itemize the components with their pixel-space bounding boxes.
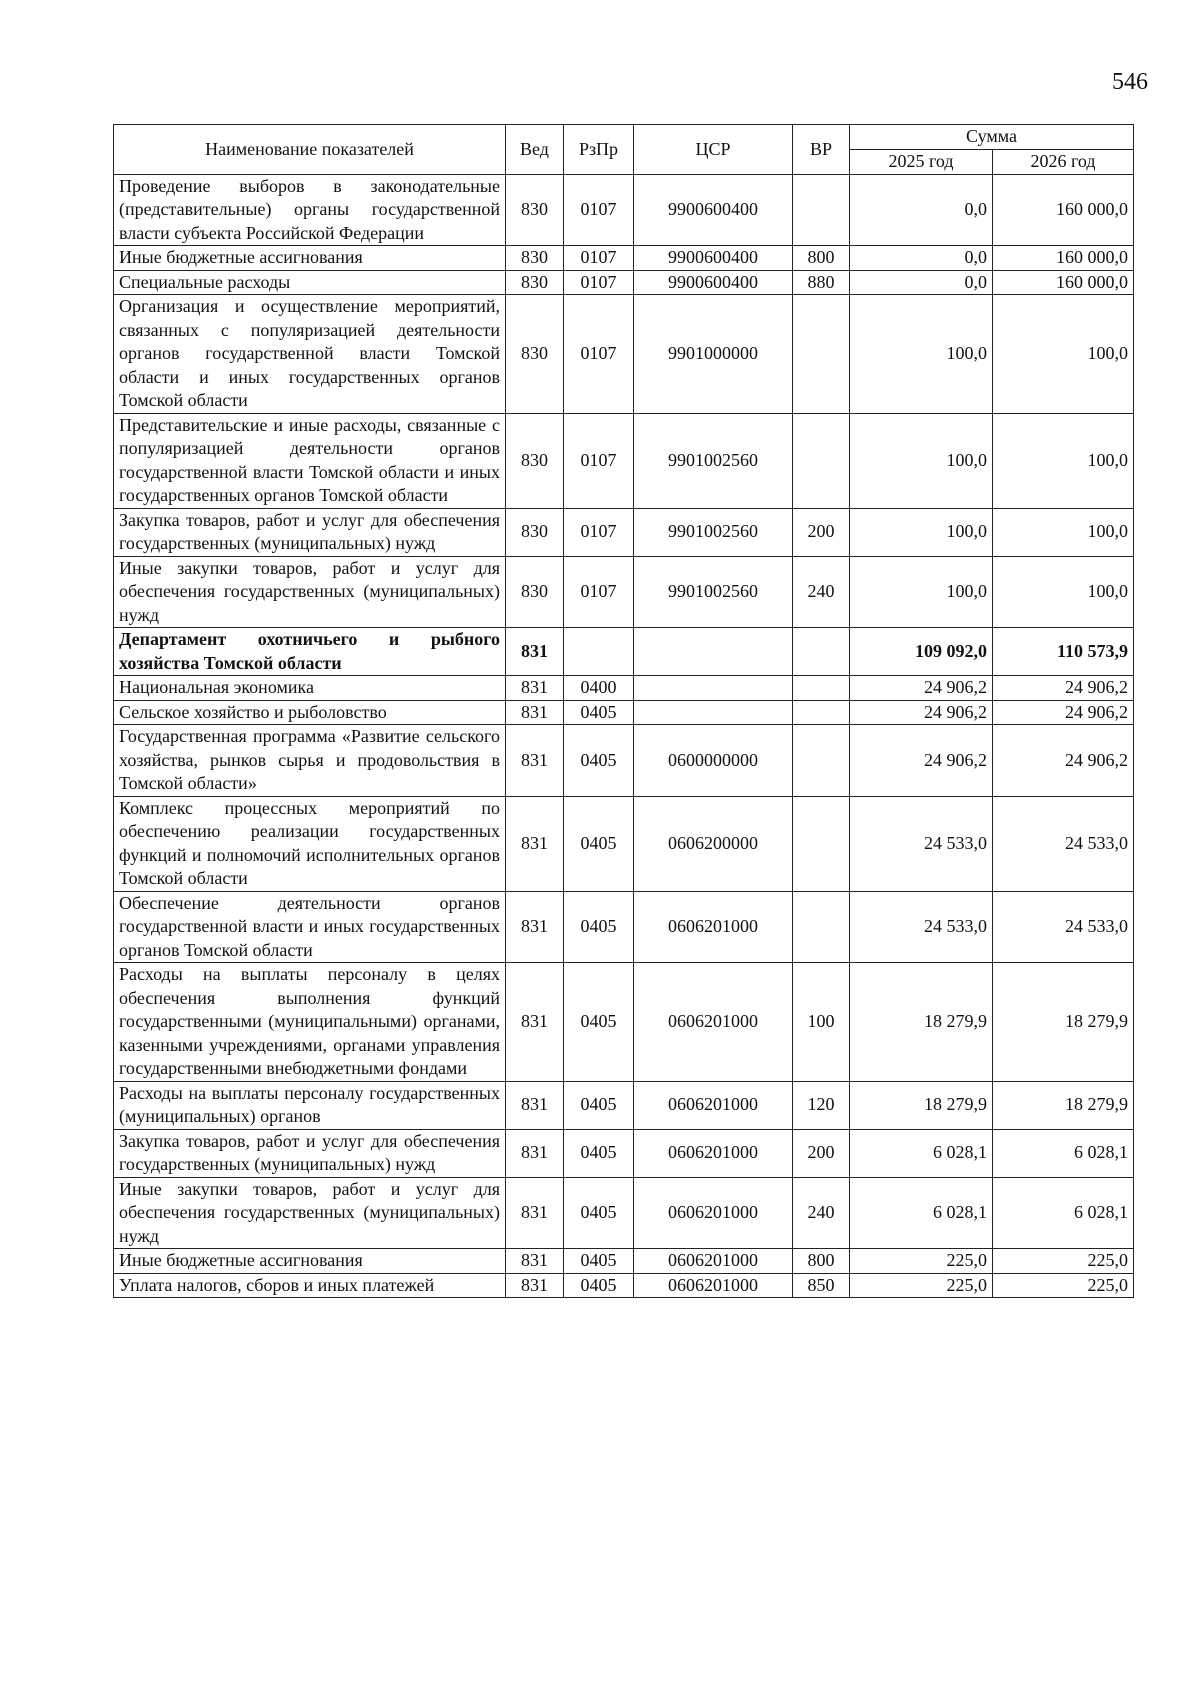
cell-ved: 830	[506, 413, 564, 508]
cell-name: Комплекс процессных мероприятий по обеспечению реализации государственных функций и полномочий исполнительных органов Томской области	[114, 796, 506, 891]
cell-2026: 100,0	[993, 508, 1134, 556]
cell-rzpr: 0107	[564, 246, 634, 271]
cell-name: Иные бюджетные ассигнования	[114, 1249, 506, 1274]
cell-2025: 100,0	[850, 413, 993, 508]
cell-rzpr: 0405	[564, 700, 634, 725]
cell-name: Организация и осуществление мероприятий, связанных с популяризацией деятельности органов государственной власти Томской области и иных государственных органов Томской области	[114, 295, 506, 414]
cell-csr: 9901000000	[634, 295, 793, 414]
cell-vr: 800	[793, 246, 850, 271]
cell-rzpr: 0405	[564, 796, 634, 891]
cell-2026: 160 000,0	[993, 174, 1134, 246]
cell-2025: 100,0	[850, 556, 993, 628]
cell-vr	[793, 796, 850, 891]
cell-2026: 225,0	[993, 1249, 1134, 1274]
cell-csr: 0606200000	[634, 796, 793, 891]
cell-2026: 100,0	[993, 556, 1134, 628]
cell-2025: 6 028,1	[850, 1177, 993, 1249]
cell-name: Иные закупки товаров, работ и услуг для обеспечения государственных (муниципальных) нужд	[114, 556, 506, 628]
cell-2026: 18 279,9	[993, 1081, 1134, 1129]
table-row	[114, 796, 1134, 891]
cell-name: Специальные расходы	[114, 270, 506, 295]
table-row	[114, 1273, 1134, 1298]
cell-rzpr: 0405	[564, 1249, 634, 1274]
cell-ved: 831	[506, 676, 564, 701]
cell-2026: 160 000,0	[993, 246, 1134, 271]
cell-csr: 9901002560	[634, 413, 793, 508]
cell-csr: 9900600400	[634, 270, 793, 295]
cell-ved: 831	[506, 1081, 564, 1129]
cell-name: Уплата налогов, сборов и иных платежей	[114, 1273, 506, 1298]
cell-ved: 830	[506, 508, 564, 556]
cell-vr: 120	[793, 1081, 850, 1129]
cell-name: Национальная экономика	[114, 676, 506, 701]
cell-ved: 830	[506, 246, 564, 271]
cell-2025: 100,0	[850, 508, 993, 556]
cell-name: Расходы на выплаты персоналу в целях обеспечения выполнения функций государственными (муниципальными) органами, казенными учреждениями, органами управления государственными внебюджетными фондами	[114, 963, 506, 1082]
cell-csr: 0606201000	[634, 1177, 793, 1249]
cell-vr	[793, 725, 850, 797]
table-row	[114, 556, 1134, 628]
cell-vr	[793, 628, 850, 676]
cell-ved: 830	[506, 556, 564, 628]
header-csr: ЦСР	[634, 125, 793, 175]
table-row	[114, 295, 1134, 414]
cell-2026: 6 028,1	[993, 1129, 1134, 1177]
cell-2025: 0,0	[850, 174, 993, 246]
cell-ved: 831	[506, 1129, 564, 1177]
cell-2026: 24 533,0	[993, 891, 1134, 963]
table-row	[114, 1177, 1134, 1249]
table-row	[114, 413, 1134, 508]
cell-2026: 24 906,2	[993, 700, 1134, 725]
cell-2025: 24 533,0	[850, 891, 993, 963]
cell-ved: 831	[506, 963, 564, 1082]
cell-ved: 831	[506, 796, 564, 891]
cell-csr: 0606201000	[634, 1081, 793, 1129]
table-row	[114, 508, 1134, 556]
header-sum: Сумма	[850, 125, 1134, 150]
cell-vr: 880	[793, 270, 850, 295]
cell-rzpr: 0107	[564, 508, 634, 556]
cell-vr	[793, 676, 850, 701]
cell-2025: 225,0	[850, 1273, 993, 1298]
cell-vr: 200	[793, 508, 850, 556]
cell-2026: 24 906,2	[993, 676, 1134, 701]
header-ved: Вед	[506, 125, 564, 175]
cell-2025: 6 028,1	[850, 1129, 993, 1177]
cell-csr: 0606201000	[634, 963, 793, 1082]
cell-2026: 100,0	[993, 295, 1134, 414]
table-header	[114, 125, 1134, 175]
cell-2026: 110 573,9	[993, 628, 1134, 676]
table-row	[114, 891, 1134, 963]
cell-2026: 225,0	[993, 1273, 1134, 1298]
table-row	[114, 270, 1134, 295]
page-number: 546	[1112, 69, 1148, 95]
cell-2025: 24 906,2	[850, 676, 993, 701]
header-year-2026: 2026 год	[993, 150, 1134, 175]
cell-ved: 831	[506, 628, 564, 676]
cell-name: Иные закупки товаров, работ и услуг для обеспечения государственных (муниципальных) нужд	[114, 1177, 506, 1249]
cell-2025: 109 092,0	[850, 628, 993, 676]
header-vr: ВР	[793, 125, 850, 175]
cell-csr: 9900600400	[634, 174, 793, 246]
cell-csr: 0606201000	[634, 891, 793, 963]
budget-table	[113, 124, 1134, 1298]
cell-vr	[793, 174, 850, 246]
cell-rzpr: 0405	[564, 1273, 634, 1298]
cell-2025: 225,0	[850, 1249, 993, 1274]
cell-2026: 6 028,1	[993, 1177, 1134, 1249]
cell-name: Государственная программа «Развитие сельского хозяйства, рынков сырья и продовольствия в Томской области»	[114, 725, 506, 797]
cell-csr: 9901002560	[634, 508, 793, 556]
cell-rzpr: 0107	[564, 270, 634, 295]
cell-2025: 24 906,2	[850, 725, 993, 797]
cell-2025: 24 906,2	[850, 700, 993, 725]
cell-vr: 100	[793, 963, 850, 1082]
cell-ved: 831	[506, 700, 564, 725]
cell-vr	[793, 413, 850, 508]
cell-rzpr: 0405	[564, 963, 634, 1082]
cell-csr: 0600000000	[634, 725, 793, 797]
cell-name: Представительские и иные расходы, связанные с популяризацией деятельности органов государственной власти Томской области и иных государственных органов Томской области	[114, 413, 506, 508]
cell-rzpr: 0107	[564, 413, 634, 508]
header-name: Наименование показателей	[114, 125, 506, 175]
cell-csr	[634, 676, 793, 701]
cell-vr: 240	[793, 556, 850, 628]
cell-rzpr: 0107	[564, 556, 634, 628]
cell-ved: 831	[506, 1273, 564, 1298]
cell-name: Расходы на выплаты персоналу государственных (муниципальных) органов	[114, 1081, 506, 1129]
cell-rzpr: 0405	[564, 891, 634, 963]
cell-name: Иные бюджетные ассигнования	[114, 246, 506, 271]
cell-csr: 9901002560	[634, 556, 793, 628]
cell-rzpr	[564, 628, 634, 676]
cell-vr	[793, 891, 850, 963]
cell-rzpr: 0405	[564, 1177, 634, 1249]
header-rzpr: РзПр	[564, 125, 634, 175]
table-row	[114, 1249, 1134, 1274]
cell-rzpr: 0107	[564, 295, 634, 414]
cell-rzpr: 0400	[564, 676, 634, 701]
cell-rzpr: 0405	[564, 1129, 634, 1177]
cell-2025: 100,0	[850, 295, 993, 414]
table-row	[114, 725, 1134, 797]
cell-vr: 200	[793, 1129, 850, 1177]
table-body	[114, 174, 1134, 1298]
table-row	[114, 1129, 1134, 1177]
cell-name: Обеспечение деятельности органов государственной власти и иных государственных органов Томской области	[114, 891, 506, 963]
cell-ved: 830	[506, 174, 564, 246]
cell-2026: 160 000,0	[993, 270, 1134, 295]
cell-2026: 24 533,0	[993, 796, 1134, 891]
table-row	[114, 963, 1134, 1082]
cell-2026: 100,0	[993, 413, 1134, 508]
cell-2026: 18 279,9	[993, 963, 1134, 1082]
cell-2025: 18 279,9	[850, 963, 993, 1082]
cell-name: Закупка товаров, работ и услуг для обеспечения государственных (муниципальных) нужд	[114, 1129, 506, 1177]
cell-csr: 0606201000	[634, 1249, 793, 1274]
cell-ved: 830	[506, 270, 564, 295]
cell-name: Сельское хозяйство и рыболовство	[114, 700, 506, 725]
table-row	[114, 676, 1134, 701]
cell-ved: 831	[506, 891, 564, 963]
cell-vr: 800	[793, 1249, 850, 1274]
cell-rzpr: 0107	[564, 174, 634, 246]
table-row	[114, 1081, 1134, 1129]
cell-ved: 831	[506, 1249, 564, 1274]
cell-2025: 18 279,9	[850, 1081, 993, 1129]
cell-vr: 240	[793, 1177, 850, 1249]
cell-ved: 830	[506, 295, 564, 414]
cell-csr: 0606201000	[634, 1129, 793, 1177]
cell-vr	[793, 700, 850, 725]
cell-name: Департамент охотничьего и рыбного хозяйства Томской области	[114, 628, 506, 676]
cell-2025: 0,0	[850, 246, 993, 271]
cell-csr	[634, 700, 793, 725]
table-row	[114, 246, 1134, 271]
cell-csr: 0606201000	[634, 1273, 793, 1298]
table-row	[114, 700, 1134, 725]
cell-2026: 24 906,2	[993, 725, 1134, 797]
cell-name: Проведение выборов в законодательные (представительные) органы государственной власти субъекта Российской Федерации	[114, 174, 506, 246]
cell-vr	[793, 295, 850, 414]
table-row	[114, 628, 1134, 676]
cell-csr: 9900600400	[634, 246, 793, 271]
cell-2025: 0,0	[850, 270, 993, 295]
cell-ved: 831	[506, 725, 564, 797]
cell-vr: 850	[793, 1273, 850, 1298]
cell-rzpr: 0405	[564, 725, 634, 797]
cell-rzpr: 0405	[564, 1081, 634, 1129]
cell-ved: 831	[506, 1177, 564, 1249]
cell-csr	[634, 628, 793, 676]
table-row	[114, 174, 1134, 246]
cell-2025: 24 533,0	[850, 796, 993, 891]
header-year-2025: 2025 год	[850, 150, 993, 175]
cell-name: Закупка товаров, работ и услуг для обеспечения государственных (муниципальных) нужд	[114, 508, 506, 556]
